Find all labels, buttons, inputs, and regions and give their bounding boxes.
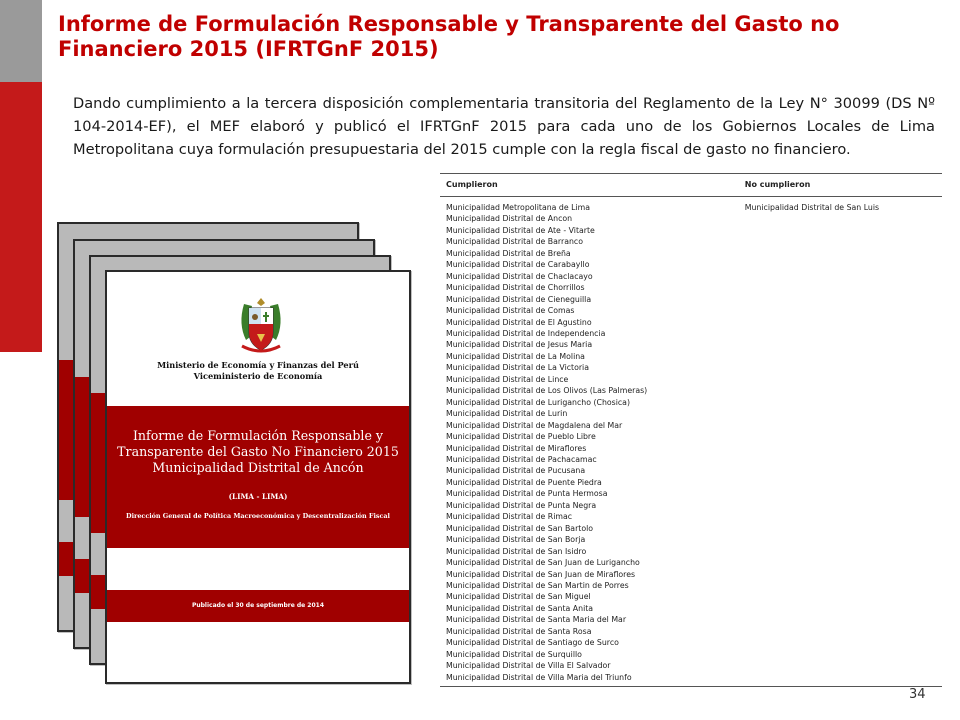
complied-cell: Municipalidad Distrital de Lince <box>446 374 569 384</box>
table-row <box>440 213 942 224</box>
not-complied-cell <box>743 385 942 396</box>
table-row <box>440 259 942 270</box>
table-row <box>440 580 942 591</box>
side-accent-red <box>0 82 42 352</box>
table-row <box>440 420 942 431</box>
table-row <box>440 649 942 660</box>
intro-paragraph: Dando cumplimiento a la tercera disposición complementaria transitoria del Reglamento de la Ley N° 30099 (DS Nº 104-2014-EF), el MEF elaboró y publicó el IFRTGnF 2015 para cada uno de los Gobiernos Locales de Lima Metropolitana cuya formulación presupuestaria del 2015 cumple con la regla fiscal de gasto no financiero. <box>73 95 935 158</box>
not-complied-cell <box>743 248 942 259</box>
complied-cell: Municipalidad Distrital de Villa Maria del Triunfo <box>440 672 743 687</box>
peru-coat-of-arms-icon <box>234 294 288 358</box>
table-row <box>440 614 942 625</box>
not-complied-cell <box>743 431 942 442</box>
report-publish-date: Publicado el 30 de septiembre de 2014 <box>107 590 409 622</box>
table-row <box>440 523 942 534</box>
side-accent-gray <box>0 0 42 82</box>
report-title: Informe de Formulación Responsable y Transparente del Gasto No Financiero 2015 <box>117 428 399 459</box>
complied-cell: Municipalidad Distrital de La Victoria <box>446 363 590 373</box>
table-row <box>440 443 942 454</box>
not-complied-cell <box>743 649 942 660</box>
table-row <box>440 408 942 419</box>
table-row <box>440 305 942 316</box>
table-row <box>440 225 942 236</box>
not-complied-cell <box>743 660 942 671</box>
complied-cell: Municipalidad Distrital de San Borja <box>446 535 586 545</box>
complied-cell: Municipalidad Distrital de Santiago de Surco <box>446 638 619 648</box>
not-complied-cell <box>743 626 942 637</box>
page-number: 34 <box>909 687 926 702</box>
table-row <box>440 511 942 522</box>
not-complied-cell <box>743 534 942 545</box>
complied-cell: Municipalidad Distrital de Santa Anita <box>446 603 594 613</box>
complied-cell: Municipalidad Distrital de El Agustino <box>446 317 592 327</box>
not-complied-cell <box>743 305 942 316</box>
complied-cell: Municipalidad Distrital de Breña <box>446 248 571 258</box>
complied-cell: Municipalidad Distrital de Barranco <box>446 237 583 247</box>
not-complied-cell <box>743 546 942 557</box>
table-row <box>440 385 942 396</box>
table-row <box>440 374 942 385</box>
table-row <box>440 660 942 671</box>
slide-title: Informe de Formulación Responsable y Transparente del Gasto no Financiero 2015 (IFRTGnF 2015) <box>58 12 840 61</box>
not-complied-cell <box>743 374 942 385</box>
not-complied-cell <box>743 225 942 236</box>
not-complied-cell <box>743 328 942 339</box>
complied-cell: Municipalidad Distrital de Pueblo Libre <box>446 432 596 442</box>
header-not-complied: No cumplieron <box>743 174 942 197</box>
complied-cell: Municipalidad Distrital de San Juan de Lurigancho <box>446 558 640 568</box>
complied-cell: Municipalidad Distrital de Comas <box>446 306 575 316</box>
complied-cell: Municipalidad Distrital de Miraflores <box>446 443 587 453</box>
not-complied-cell <box>743 294 942 305</box>
report-location: (LIMA - LIMA) <box>228 492 288 501</box>
complied-cell: Municipalidad Distrital de Magdalena del Mar <box>446 420 623 430</box>
complied-cell: Municipalidad Distrital de La Molina <box>446 351 585 361</box>
complied-cell: Municipalidad Distrital de Chorrillos <box>446 283 585 293</box>
complied-cell: Municipalidad Distrital de Ate - Vitarte <box>446 225 595 235</box>
not-complied-cell <box>743 351 942 362</box>
not-complied-cell <box>743 213 942 224</box>
ministry-heading: Ministerio de Economía y Finanzas del Perú Viceministerio de Economía <box>157 360 359 381</box>
table-row <box>440 362 942 373</box>
complied-cell: Municipalidad Distrital de Independencia <box>446 328 606 338</box>
complied-cell: Municipalidad Distrital de Los Olivos (Las Palmeras) <box>446 386 648 396</box>
table-row <box>440 431 942 442</box>
complied-cell: Municipalidad Distrital de San Miguel <box>446 592 591 602</box>
table-row <box>440 351 942 362</box>
header-complied: Cumplieron <box>440 174 743 197</box>
table-row <box>440 546 942 557</box>
not-complied-cell <box>743 614 942 625</box>
table-row <box>440 282 942 293</box>
complied-cell: Municipalidad Distrital de Puente Piedra <box>446 477 602 487</box>
table-row <box>440 328 942 339</box>
not-complied-cell <box>743 569 942 580</box>
table-row <box>440 591 942 602</box>
not-complied-cell <box>743 282 942 293</box>
complied-cell: Municipalidad Metropolitana de Lima <box>446 203 591 212</box>
table-row <box>440 465 942 476</box>
not-complied-cell <box>743 408 942 419</box>
table-row <box>440 271 942 282</box>
not-complied-cell <box>743 523 942 534</box>
table-row <box>440 454 942 465</box>
not-complied-cell <box>743 236 942 247</box>
not-complied-cell <box>743 500 942 511</box>
complied-cell: Municipalidad Distrital de Chaclacayo <box>446 271 593 281</box>
not-complied-cell <box>743 317 942 328</box>
report-municipality: Municipalidad Distrital de Ancón <box>152 460 364 475</box>
complied-cell: Municipalidad Distrital de Lurin <box>446 409 568 419</box>
table-row <box>440 500 942 511</box>
complied-cell: Municipalidad Distrital de Surquillo <box>446 649 582 659</box>
table-row <box>440 317 942 328</box>
not-complied-cell <box>743 259 942 270</box>
complied-cell: Municipalidad Distrital de San Juan de Miraflores <box>446 569 636 579</box>
complied-cell: Municipalidad Distrital de Villa El Salvador <box>446 661 611 671</box>
table-row <box>440 488 942 499</box>
table-row <box>440 534 942 545</box>
not-complied-cell <box>743 672 942 687</box>
not-complied-cell <box>743 557 942 568</box>
not-complied-cell <box>743 511 942 522</box>
not-complied-cell <box>743 397 942 408</box>
table-row <box>440 294 942 305</box>
complied-cell: Municipalidad Distrital de Ancon <box>446 214 573 224</box>
table-row <box>440 626 942 637</box>
not-complied-cell <box>743 454 942 465</box>
not-complied-cell <box>743 477 942 488</box>
compliance-table <box>440 173 942 687</box>
table-row <box>440 569 942 580</box>
complied-cell: Municipalidad Distrital de Rimac <box>446 512 573 522</box>
cover-title-band <box>107 406 409 548</box>
table-row <box>440 236 942 247</box>
table-row <box>440 637 942 648</box>
not-complied-cell <box>743 271 942 282</box>
table-row <box>440 197 942 214</box>
table-row <box>440 603 942 614</box>
report-direction: Dirección General de Política Macroeconómica y Descentralización Fiscal <box>126 512 390 520</box>
not-complied-cell <box>743 443 942 454</box>
complied-cell: Municipalidad Distrital de Jesus Maria <box>446 340 593 350</box>
complied-cell: Municipalidad Distrital de San Isidro <box>446 546 587 556</box>
not-complied-cell <box>743 488 942 499</box>
complied-cell: Municipalidad Distrital de Santa Rosa <box>446 626 592 636</box>
not-complied-cell <box>743 637 942 648</box>
table-row <box>440 672 942 687</box>
complied-cell: Municipalidad Distrital de San Martin de Porres <box>446 580 629 590</box>
not-complied-cell: Municipalidad Distrital de San Luis <box>744 203 880 212</box>
complied-cell: Municipalidad Distrital de Carabayllo <box>446 260 590 270</box>
table-row <box>440 397 942 408</box>
table-row <box>440 248 942 259</box>
not-complied-cell <box>743 362 942 373</box>
table-row <box>440 339 942 350</box>
complied-cell: Municipalidad Distrital de San Bartolo <box>446 523 594 533</box>
complied-cell: Municipalidad Distrital de Punta Negra <box>446 500 597 510</box>
complied-cell: Municipalidad Distrital de Pucusana <box>446 466 586 476</box>
complied-cell: Municipalidad Distrital de Punta Hermosa <box>446 489 608 499</box>
report-cover-front <box>105 270 411 684</box>
table-row <box>440 477 942 488</box>
not-complied-cell <box>743 420 942 431</box>
not-complied-cell <box>743 591 942 602</box>
complied-cell: Municipalidad Distrital de Santa Maria del Mar <box>446 615 627 625</box>
complied-cell: Municipalidad Distrital de Pachacamac <box>446 454 597 464</box>
not-complied-cell <box>743 465 942 476</box>
not-complied-cell <box>743 603 942 614</box>
not-complied-cell <box>743 580 942 591</box>
complied-cell: Municipalidad Distrital de Lurigancho (Chosica) <box>446 397 631 407</box>
table-row <box>440 557 942 568</box>
not-complied-cell <box>743 339 942 350</box>
complied-cell: Municipalidad Distrital de Cieneguilla <box>446 294 592 304</box>
